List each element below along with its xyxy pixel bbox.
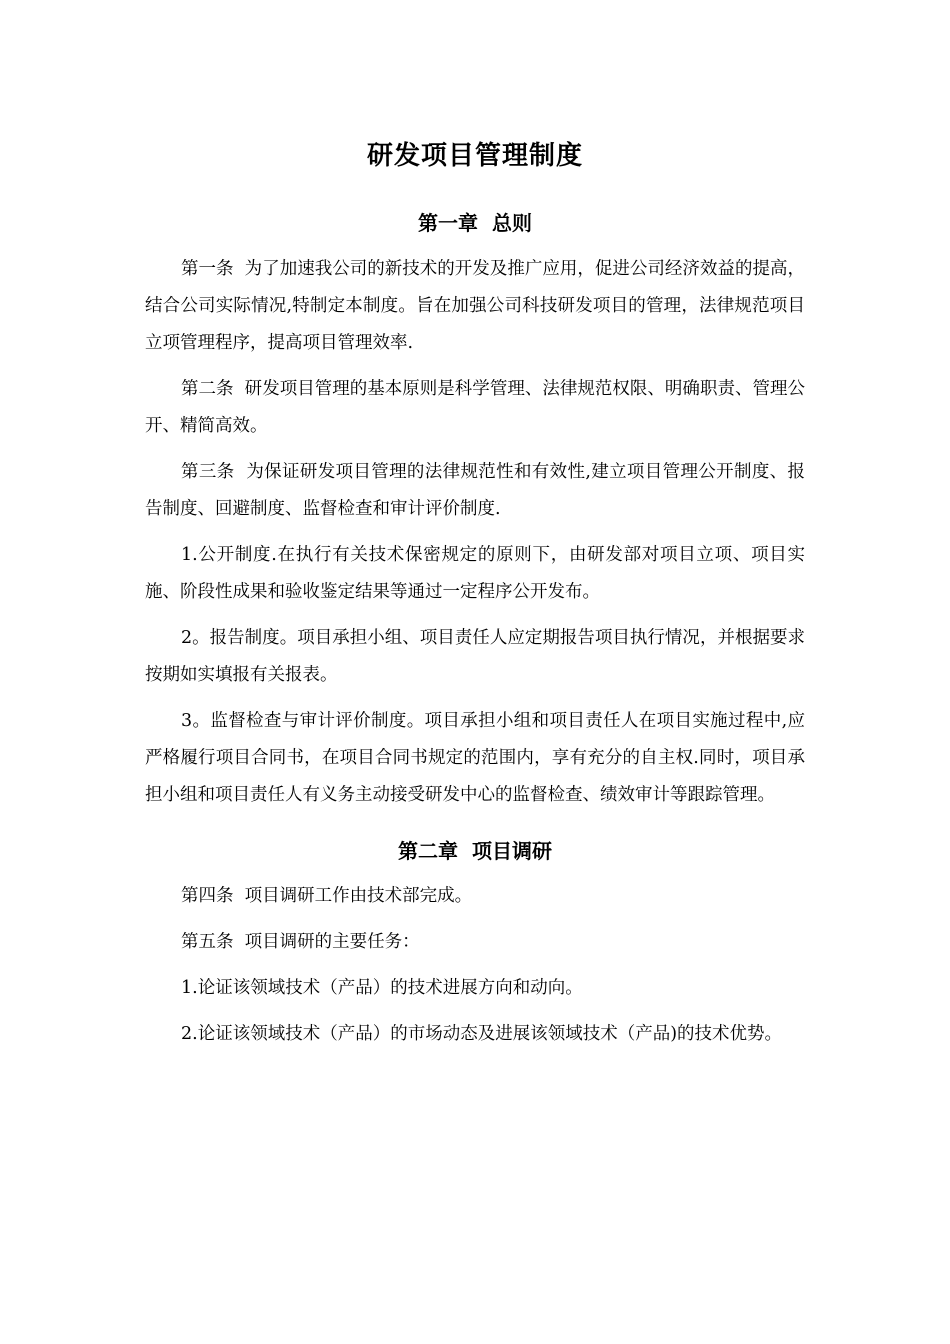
article-2-paragraph: 第二条 研发项目管理的基本原则是科学管理、法律规范权限、明确职责、管理公开、精简高效。: [145, 379, 805, 436]
chapter-1-heading: 第一章 总则: [418, 211, 532, 235]
article-5-paragraph: 第五条 项目调研的主要任务：: [181, 932, 420, 952]
article-1-paragraph: 第一条 为了加速我公司的新技术的开发及推广应用，促进公司经济效益的提高，结合公司实际情况,特制定本制度。旨在加强公司科技研发项目的管理，法律规范项目立项管理程序，提高项目管理效率.: [145, 259, 805, 353]
supervision-audit-paragraph: 3。监督检查与审计评价制度。项目承担小组和项目责任人在项目实施过程中,应严格履行项目合同书，在项目合同书规定的范围内，享有充分的自主权.同时，项目承担小组和项目责任人有义务主动接受研发中心的监督检查、绩效审计等跟踪管理。: [145, 711, 805, 805]
chapter-2-heading: 第二章 项目调研: [398, 839, 552, 863]
article-4-paragraph: 第四条 项目调研工作由技术部完成。: [181, 886, 473, 906]
disclosure-system-paragraph: 1.公开制度.在执行有关技术保密规定的原则下，由研发部对项目立项、项目实施、阶段性成果和验收鉴定结果等通过一定程序公开发布。: [145, 545, 805, 602]
research-task-2-paragraph: 2.论证该领域技术（产品）的市场动态及进展该领域技术（产品)的技术优势。: [181, 1024, 783, 1044]
reporting-system-paragraph: 2。报告制度。项目承担小组、项目责任人应定期报告项目执行情况，并根据要求按期如实填报有关报表。: [145, 628, 805, 685]
article-3-paragraph: 第三条 为保证研发项目管理的法律规范性和有效性,建立项目管理公开制度、报告制度、回避制度、监督检查和审计评价制度.: [145, 462, 805, 519]
research-task-1-paragraph: 1.论证该领域技术（产品）的技术进展方向和动向。: [181, 978, 583, 998]
document-title: 研发项目管理制度: [366, 141, 583, 171]
